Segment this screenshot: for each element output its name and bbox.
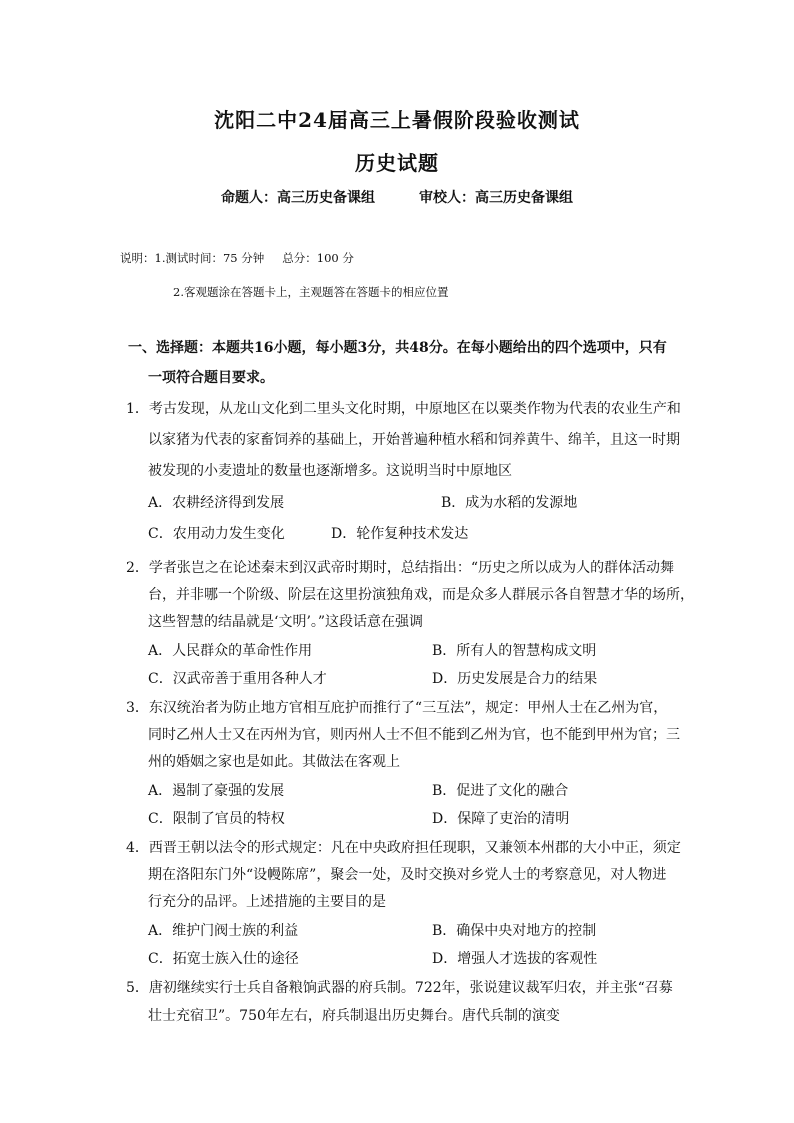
question-5-line-1: 5．唐初继续实行士兵自备粮饷武器的府兵制。722年，张说建议裁军归农，并主张“召募 [126, 980, 673, 996]
page-title: 沈阳二中24届高三上暑假阶段验收测试 [214, 108, 580, 132]
question-4-option-c[interactable]: C．拓宽士族入仕的途径 [148, 951, 299, 967]
question-1-option-a[interactable]: A．农耕经济得到发展 [148, 495, 285, 511]
note-score: 总分：100 分 [282, 251, 354, 265]
reviewer-label: 审校人：高三历史备课组 [419, 190, 573, 206]
question-3-option-c[interactable]: C．限制了官员的特权 [148, 811, 285, 827]
section-heading-cont: 一项符合题目要求。 [148, 370, 274, 386]
question-2-line-1: 2．学者张岂之在论述秦末到汉武帝时期时，总结指出：“历史之所以成为人的群体活动舞 [126, 560, 675, 576]
question-2-option-a[interactable]: A．人民群众的革命性作用 [148, 643, 313, 659]
question-2-line-3: 这些智慧的结晶就是‘文明’。”这段话意在强调 [148, 614, 424, 630]
page-subtitle: 历史试题 [355, 151, 439, 175]
question-4-option-b[interactable]: B．确保中央对地方的控制 [432, 923, 597, 939]
question-5-line-2: 壮士充宿卫”。750年左右，府兵制退出历史舞台。唐代兵制的演变 [148, 1008, 560, 1024]
question-3-line-1: 3．东汉统治者为防止地方官相互庇护而推行了“三互法”，规定：甲州人士在乙州为官， [126, 700, 668, 716]
question-4-option-a[interactable]: A．维护门阀士族的利益 [148, 923, 299, 939]
author-label: 命题人：高三历史备课组 [221, 190, 375, 206]
question-1-option-c[interactable]: C．农用动力发生变化 [148, 526, 285, 542]
question-1-line-1: 1．考古发现，从龙山文化到二里头文化时期，中原地区在以粟类作物为代表的农业生产和 [126, 401, 681, 417]
section-heading: 一、选择题：本题共16小题，每小题3分，共48分。在每小题给出的四个选项中，只有 [128, 340, 667, 356]
question-3-line-2: 同时乙州人士又在丙州为官，则丙州人士不但不能到乙州为官，也不能到甲州为官；三 [148, 727, 680, 743]
question-4-line-2: 期在洛阳东门外“设幔陈席”，聚会一处，及时交换对乡党人士的考察意见，对人物进 [148, 867, 667, 883]
question-4-line-3: 行充分的品评。上述措施的主要目的是 [148, 894, 386, 910]
question-2-option-c[interactable]: C．汉武帝善于重用各种人才 [148, 671, 327, 687]
question-2-option-d[interactable]: D．历史发展是合力的结果 [432, 671, 598, 687]
question-1-line-3: 被发现的小麦遗址的数量也逐渐增多。这说明当时中原地区 [148, 463, 512, 479]
question-4-option-d[interactable]: D．增强人才选拔的客观性 [432, 951, 598, 967]
question-3-option-d[interactable]: D．保障了吏治的清明 [432, 811, 570, 827]
question-3-line-3: 州的婚姻之家也是如此。其做法在客观上 [148, 754, 400, 770]
question-2-line-2: 台，并非哪一个阶级、阶层在这里扮演独角戏，而是众多人群展示各自智慧才华的场所， [148, 587, 694, 603]
question-1-line-2: 以家猪为代表的家畜饲养的基础上，开始普遍种植水稻和饲养黄牛、绵羊，且这一时期 [148, 432, 680, 448]
note-time: 说明：1.测试时间：75 分钟 [120, 251, 265, 265]
authors-line [0, 187, 794, 207]
question-3-option-a[interactable]: A．遏制了豪强的发展 [148, 783, 285, 799]
note-line-2: 2.客观题涂在答题卡上，主观题答在答题卡的相应位置 [173, 285, 449, 299]
question-4-line-1: 4．西晋王朝以法令的形式规定：凡在中央政府担任现职，又兼领本州郡的大小中正，须定 [126, 840, 681, 856]
note-line-1 [120, 250, 354, 266]
question-1-option-b[interactable]: B．成为水稻的发源地 [441, 495, 578, 511]
question-3-option-b[interactable]: B．促进了文化的融合 [432, 783, 569, 799]
question-1-option-d[interactable]: D．轮作复种技术发达 [331, 526, 469, 542]
question-2-option-b[interactable]: B．所有人的智慧构成文明 [432, 643, 597, 659]
